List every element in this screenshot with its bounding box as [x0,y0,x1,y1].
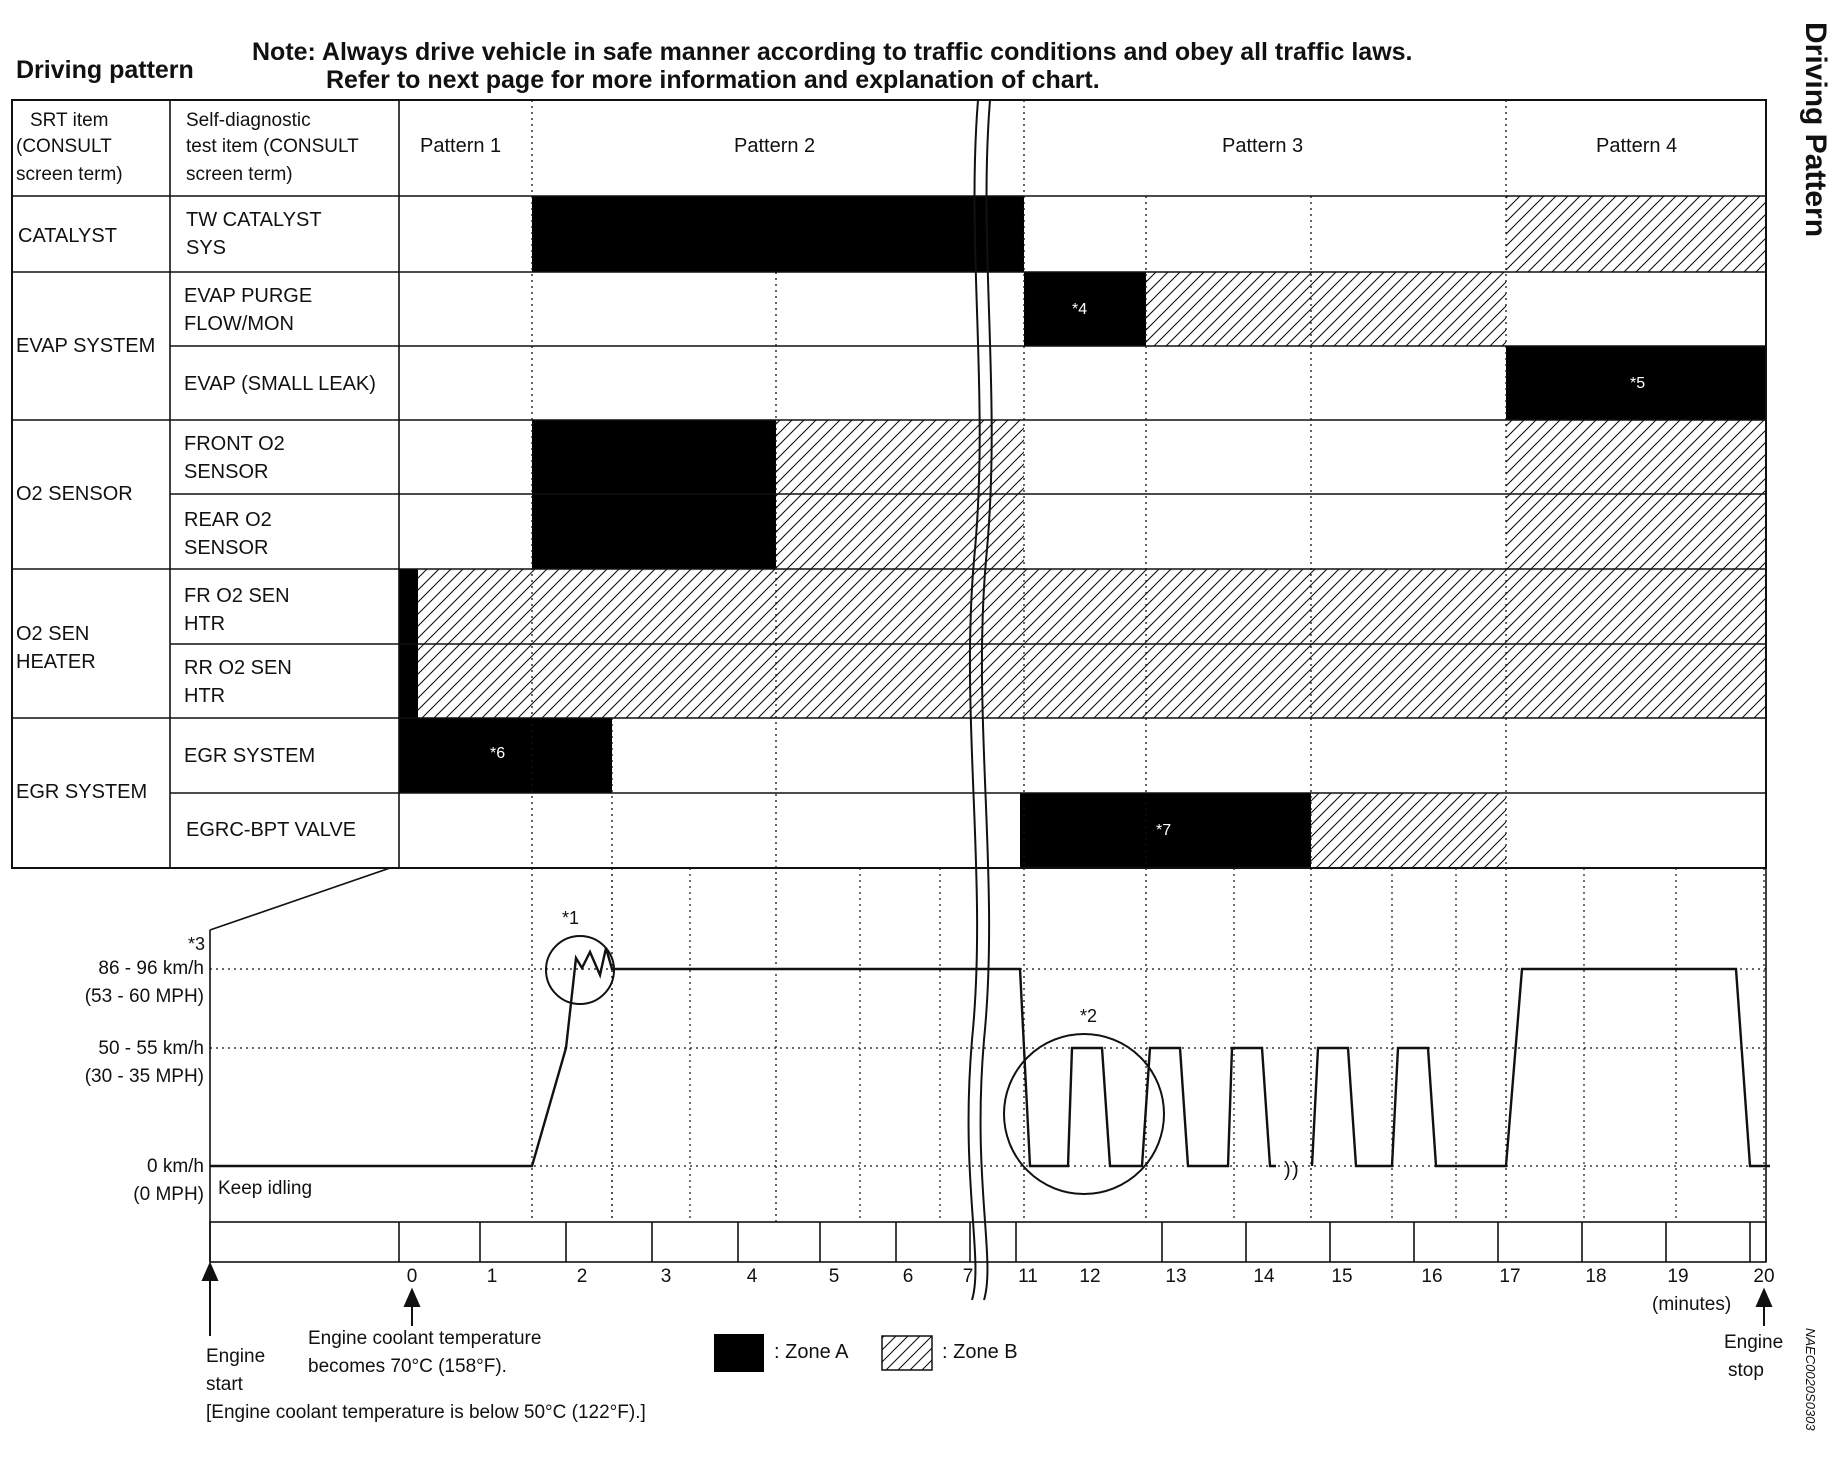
svg-text:5: 5 [828,1266,840,1287]
zone-a-rear-o2 [532,494,776,569]
svg-text:14: 14 [1253,1266,1275,1287]
svg-text:20: 20 [1753,1266,1775,1287]
engine-stop-1: Engine [1724,1332,1784,1353]
svg-text:2: 2 [576,1266,588,1287]
speed-labels [85,958,204,1205]
group-evap: EVAP SYSTEM [16,335,156,357]
note-mark-5: *5 [1630,375,1646,392]
svg-text:(30 - 35 MPH): (30 - 35 MPH) [84,1066,204,1087]
zone-b-front-o2 [776,420,1024,494]
zone-b-front-o2-p4 [1506,420,1766,494]
pattern-2-header: Pattern 2 [734,135,816,157]
coolant-note-1: Engine coolant temperature [308,1328,542,1349]
svg-text:(53 - 60 MPH): (53 - 60 MPH) [84,986,204,1007]
note-mark-7: *7 [1156,822,1172,839]
svg-text:13: 13 [1165,1266,1187,1287]
svg-text:0: 0 [406,1266,418,1287]
legend-zone-a-swatch [714,1334,764,1372]
svg-text:EVAP (SMALL LEAK): EVAP (SMALL LEAK) [184,373,376,395]
pattern-3-header: Pattern 3 [1222,135,1304,157]
svg-text:FLOW/MON: FLOW/MON [184,313,294,335]
svg-text:SENSOR: SENSOR [184,537,269,559]
trace-break-mark-2: ) [1292,1159,1299,1181]
svg-text:19: 19 [1667,1266,1689,1287]
svg-text:(0 MPH): (0 MPH) [133,1184,204,1205]
svg-text:EVAP PURGE: EVAP PURGE [184,285,313,307]
engine-start-2: start [206,1374,243,1395]
group-catalyst: CATALYST [18,225,117,247]
safety-note-line2: Refer to next page for more information and explanation of chart. [326,66,1100,94]
svg-text:EGR SYSTEM: EGR SYSTEM [184,745,316,767]
legend-zone-a-label: : Zone A [774,1341,849,1363]
svg-text:17: 17 [1499,1266,1521,1287]
svg-text:15: 15 [1331,1266,1353,1287]
svg-text:HTR: HTR [184,613,226,635]
svg-text:0 km/h: 0 km/h [146,1156,204,1177]
svg-text:11: 11 [1018,1266,1038,1287]
svg-text:3: 3 [660,1266,672,1287]
svg-text:EGRC-BPT VALVE: EGRC-BPT VALVE [186,819,357,841]
coolant-note-2: becomes 70°C (158°F). [308,1356,507,1377]
safety-note-line1: Note: Always drive vehicle in safe manner according to traffic conditions and obey all traffic laws. [252,38,1413,66]
svg-text:screen term): screen term) [186,164,293,185]
svg-text:50 - 55 km/h: 50 - 55 km/h [98,1038,204,1059]
svg-text:FRONT O2: FRONT O2 [184,433,285,455]
time-unit-label: (minutes) [1652,1294,1732,1315]
group-o2-heater-1: O2 SEN [16,623,90,645]
col1-header [16,110,123,185]
svg-text:TW CATALYST: TW CATALYST [186,209,322,231]
zone-b-rear-o2-p4 [1506,494,1766,569]
engine-start-1: Engine [206,1346,266,1367]
note-mark-4: *4 [1072,301,1088,318]
svg-text:18: 18 [1585,1266,1607,1287]
svg-text:16: 16 [1421,1266,1443,1287]
side-title: Driving Pattern [1799,22,1832,238]
svg-text:screen term): screen term) [16,164,123,185]
note-mark-3: *3 [188,934,206,954]
zone-b-rr-o2-htr [418,644,1766,718]
chart-frame [210,868,1766,1262]
col2-header [186,110,359,185]
pattern-4-header: Pattern 4 [1596,135,1678,157]
keep-idling-label: Keep idling [218,1178,313,1199]
note-mark-1: *1 [562,908,580,928]
svg-text:1: 1 [486,1266,498,1287]
zone-b-catalyst [1506,196,1766,272]
group-o2-sensor: O2 SENSOR [16,483,133,505]
zone-a-catalyst [532,196,1024,272]
svg-text:12: 12 [1079,1266,1101,1287]
time-tick-labels [407,1266,1775,1287]
zone-a-rr-o2-htr [399,644,418,718]
zone-b-evap-purge [1146,272,1506,346]
zone-a-egr-system [399,718,612,793]
note-mark-6: *6 [490,745,506,762]
legend-zone-b-swatch [882,1336,932,1370]
group-o2-heater-2: HEATER [16,651,96,673]
zone-b-fr-o2-htr [418,569,1766,644]
svg-text:6: 6 [902,1266,914,1287]
svg-text:7: 7 [962,1266,974,1287]
figure-id: NAEC0020S0303 [1803,1328,1818,1431]
svg-text:HTR: HTR [184,685,226,707]
group-egr: EGR SYSTEM [16,781,148,803]
zone-b-egrc-bpt [1311,793,1506,868]
svg-text:86 - 96 km/h: 86 - 96 km/h [98,958,204,979]
legend-zone-b-label: : Zone B [942,1341,1018,1363]
speed-trace-line [210,948,1770,1166]
svg-text:SRT item: SRT item [30,110,109,131]
zone-blocks [399,196,1766,868]
note-circle-1 [546,936,614,1004]
svg-text:4: 4 [746,1266,758,1287]
row-labels [184,209,376,841]
zone-a-front-o2 [532,420,776,494]
svg-text:Self-diagnostic: Self-diagnostic [186,110,311,131]
svg-text:test item (CONSULT: test item (CONSULT [186,136,359,157]
svg-text:SYS: SYS [186,237,227,259]
zone-a-fr-o2-htr [399,569,418,644]
coolant-below-note: [Engine coolant temperature is below 50°C (122°F).] [206,1402,646,1423]
trace-break-mark: ) [1284,1159,1291,1181]
svg-text:(CONSULT: (CONSULT [16,136,112,157]
svg-text:REAR O2: REAR O2 [184,509,272,531]
note-mark-2: *2 [1080,1006,1098,1026]
svg-text:RR O2 SEN: RR O2 SEN [184,657,292,679]
engine-stop-2: stop [1728,1360,1764,1381]
pattern-1-header: Pattern 1 [420,135,502,157]
svg-text:SENSOR: SENSOR [184,461,269,483]
page-title: Driving pattern [16,56,194,84]
chart-grid [210,868,1766,1222]
svg-text:FR O2 SEN: FR O2 SEN [184,585,290,607]
